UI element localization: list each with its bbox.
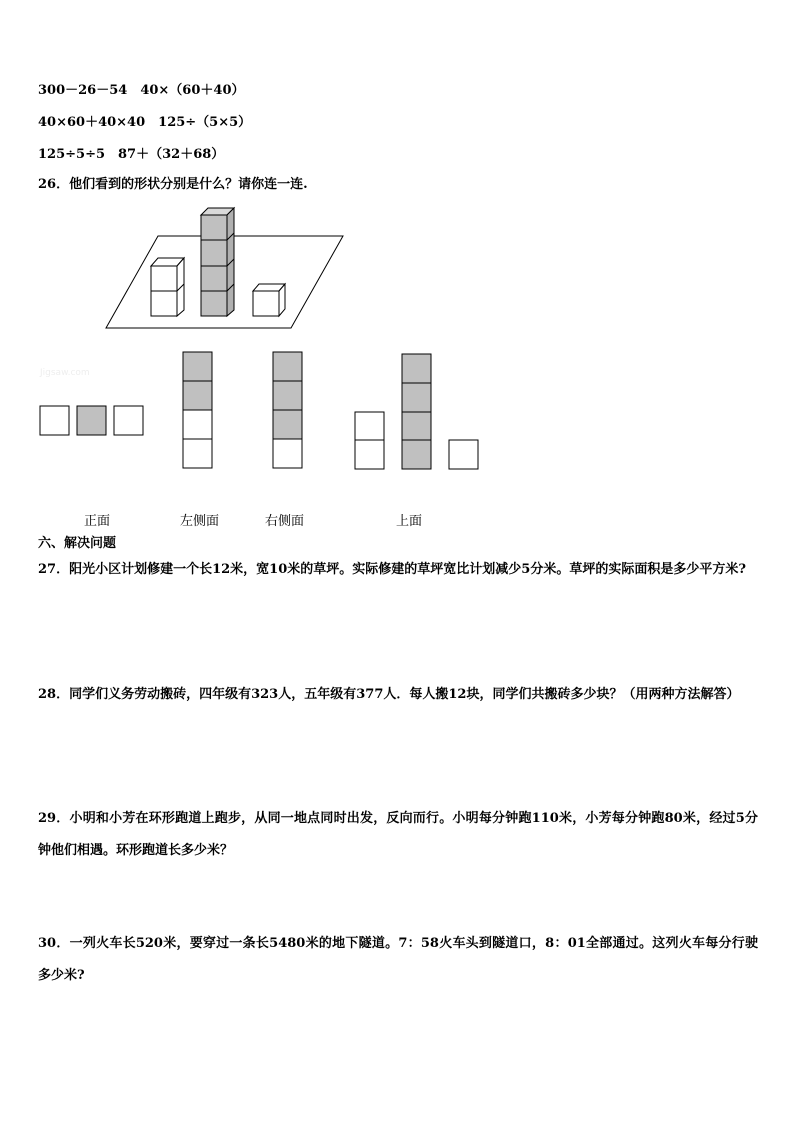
- label-top-view: 上面: [396, 514, 423, 529]
- watermark-text: Jigsaw.com: [40, 368, 90, 378]
- calc-line-1: 300－26－54 40×（60＋40）: [38, 83, 245, 98]
- view-option-column-c: [273, 352, 302, 468]
- calc-line-2: 40×60＋40×40 125÷（5×5）: [38, 115, 252, 130]
- view-option-row: [40, 406, 143, 435]
- label-left-view: 左侧面: [180, 514, 220, 529]
- cube-stack-left: [151, 258, 184, 316]
- question-28: 28．同学们义务劳动搬砖，四年级有323人，五年级有377人．每人搬12块，同学们共搬砖多少块？（用两种方法解答）: [38, 687, 740, 702]
- q26-title: 26．他们看到的形状分别是什么？请你连一连.: [38, 177, 308, 192]
- calc-line-3: 125÷5÷5 87＋（32＋68）: [38, 147, 225, 162]
- section-title: 六、解决问题: [38, 536, 117, 551]
- cube-stack-middle: [201, 208, 234, 316]
- label-right-view: 右侧面: [265, 514, 305, 529]
- cube-figure: [0, 0, 794, 540]
- view-option-column-b: [183, 352, 212, 468]
- question-30: 30．一列火车长520米，要穿过一条长5480米的地下隧道。7：58火车头到隧道口，8：01全部通过。这列火车每分行驶多少米?: [38, 936, 758, 983]
- question-29: 29．小明和小芳在环形跑道上跑步，从同一地点同时出发，反向而行。小明每分钟跑110米，小芳每分钟跑80米，经过5分钟他们相遇。环形跑道长多少米？: [38, 811, 758, 858]
- cube-single-right: [253, 284, 285, 316]
- question-27: 27．阳光小区计划修建一个长12米，宽10米的草坪。实际修建的草坪宽比计划减少5分米。草坪的实际面积是多少平方米?: [38, 562, 746, 577]
- label-front-view: 正面: [84, 514, 111, 529]
- view-option-front: [355, 354, 478, 469]
